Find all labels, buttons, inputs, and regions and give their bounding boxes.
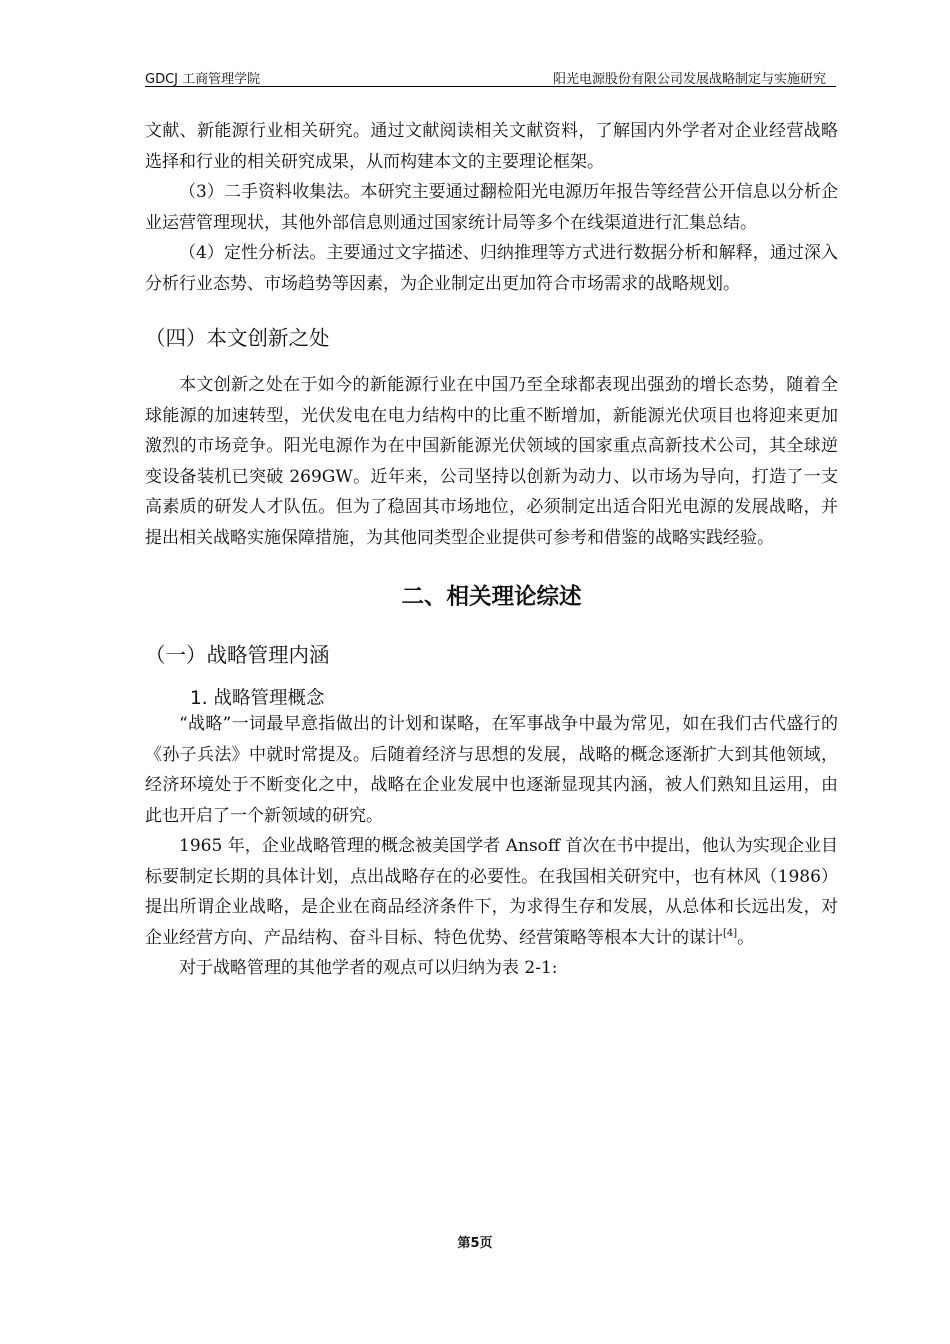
paragraph-innovation: 本文创新之处在于如今的新能源行业在中国乃至全球都表现出强劲的增长态势，随着全球能源的加速转型，光伏发电在电力结构中的比重不断增加，新能源光伏项目也将迎来更加激烈的市场竞争。阳光电源作为在中国新能源光伏领域的国家重点高新技术公司，其全球逆变设备装机已突破 269GW。近年来，公司坚持以创新为动力、以市场为导向，打造了一支高素质的研发人才队伍。但为了稳固其市场地位，必须制定出适合阳光电源的发展战略，并提出相关战略实施保障措施，为其他同类型企业提供可参考和借鉴的战略实践经验。 (145, 375, 838, 548)
citation-ref: [4] (723, 927, 738, 939)
header-thesis-title: 阳光电源股份有限公司发展战略制定与实施研究 (552, 72, 826, 87)
paragraph-table-intro: 对于战略管理的其他学者的观点可以归纳为表 2-1: (179, 958, 558, 978)
heading-strategy-connotation: （一）战略管理内涵 (145, 643, 330, 667)
heading-innovation: （四）本文创新之处 (145, 326, 330, 350)
heading-chapter-2: 二、相关理论综述 (401, 584, 582, 610)
header-school: GDCJ 工商管理学院 (145, 72, 261, 87)
page-number: 第5页 (457, 1236, 493, 1251)
heading-strategy-concept: 1. 战略管理概念 (190, 688, 325, 709)
paragraph-literature: 文献、新能源行业相关研究。通过文献阅读相关文献资料，了解国内外学者对企业经营战略选择和行业的相关研究成果，从而构建本文的主要理论框架。 (145, 121, 838, 172)
paragraph-ansoff-text: 1965 年，企业战略管理的概念被美国学者 Ansoff 首次在书中提出，他认为实现企业目标要制定长期的具体计划，点出战略存在的必要性。在我国相关研究中，也有林风（1986）提出所谓企业战略，是企业在商品经济条件下，为求得生存和发展，从总体和长远出发，对企业经营方向、产品结构、奋斗目标、特色优势、经营策略等根本大计的谋计 (145, 836, 838, 948)
paragraph-strategy-origin: “战略”一词最早意指做出的计划和谋略，在军事战争中最为常见，如在我们古代盛行的《孙子兵法》中就时常提及。后随着经济与思想的发展，战略的概念逐渐扩大到其他领域，经济环境处于不断变化之中，战略在企业发展中也逐渐显现其内涵，被人们熟知且运用，由此也开启了一个新领域的研究。 (145, 714, 838, 826)
paragraph-qualitative: （4）定性分析法。主要通过文字描述、归纳推理等方式进行数据分析和解释，通过深入分析行业态势、市场趋势等因素，为企业制定出更加符合市场需求的战略规划。 (145, 243, 838, 294)
page-header (145, 64, 836, 87)
paragraph-secondary-data: （3）二手资料收集法。本研究主要通过翻检阳光电源历年报告等经营公开信息以分析企业运营管理现状，其他外部信息则通过国家统计局等多个在线渠道进行汇集总结。 (145, 182, 838, 233)
paragraph-ansoff (145, 831, 838, 953)
paragraph-ansoff-end: 。 (737, 927, 755, 948)
page-body (145, 116, 838, 984)
